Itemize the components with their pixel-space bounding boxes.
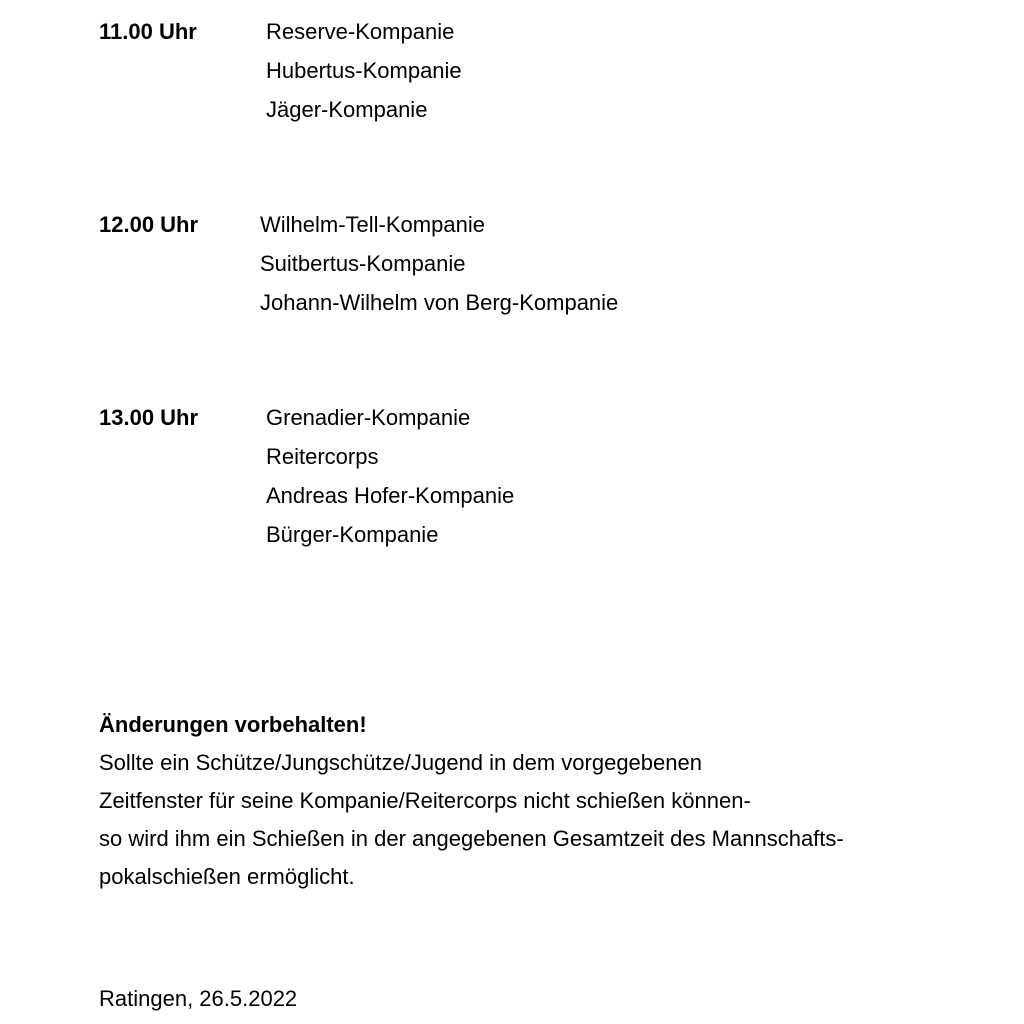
company-name: Wilhelm-Tell-Kompanie — [260, 212, 485, 237]
company-name: Grenadier-Kompanie — [266, 405, 471, 430]
notice-line: pokalschießen ermöglicht. — [99, 864, 355, 889]
notice-heading: Änderungen vorbehalten! — [99, 712, 367, 737]
company-name: Jäger-Kompanie — [266, 97, 428, 122]
notice-line: Zeitfenster für seine Kompanie/Reitercorps nicht schießen können- — [99, 788, 751, 813]
company-list — [266, 12, 462, 129]
company-name: Johann-Wilhelm von Berg-Kompanie — [260, 290, 619, 315]
company-name: Hubertus-Kompanie — [266, 58, 462, 83]
time-slot-label: 11.00 Uhr — [99, 19, 197, 44]
notice-line: so wird ihm ein Schießen in der angegebenen Gesamtzeit des Mannschafts- — [99, 826, 844, 851]
company-name: Reitercorps — [266, 444, 379, 469]
time-slot-label: 12.00 Uhr — [99, 212, 199, 237]
company-list — [260, 205, 618, 322]
notice-block — [99, 705, 844, 895]
company-name: Reserve-Kompanie — [266, 19, 455, 44]
company-name: Suitbertus-Kompanie — [260, 251, 466, 276]
time-slot-label: 13.00 Uhr — [99, 405, 199, 430]
place-date: Ratingen, 26.5.2022 — [99, 986, 298, 1011]
company-name: Andreas Hofer-Kompanie — [266, 483, 515, 508]
company-name: Bürger-Kompanie — [266, 522, 439, 547]
company-list — [266, 398, 514, 554]
notice-line: Sollte ein Schütze/Jungschütze/Jugend in dem vorgegebenen — [99, 750, 702, 775]
